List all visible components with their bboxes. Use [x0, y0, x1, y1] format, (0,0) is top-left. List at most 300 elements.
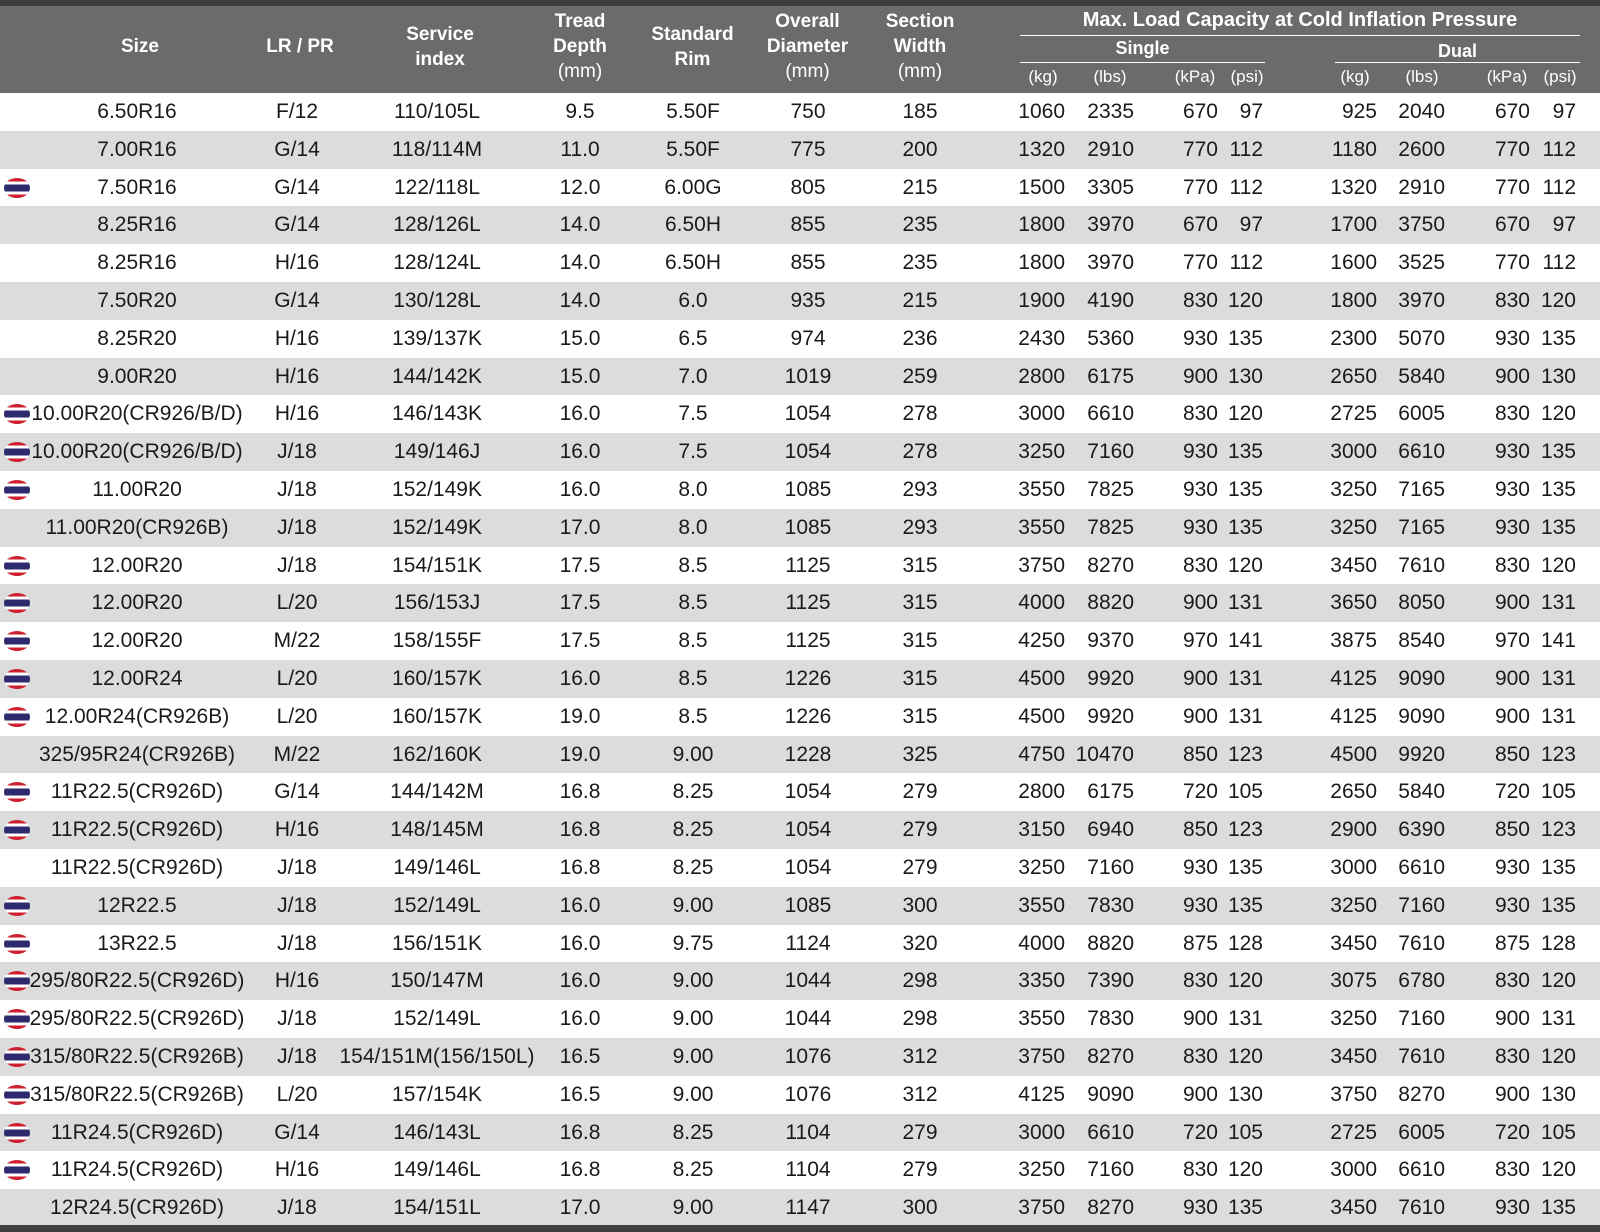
cell-dual-kg: 3075	[1330, 969, 1377, 993]
header-service-index	[385, 22, 495, 72]
thailand-flag-icon	[4, 1009, 30, 1029]
cell-single-lbs: 3970	[1087, 251, 1134, 275]
cell-dual-kg: 3250	[1330, 477, 1377, 501]
cell-service-index: 152/149L	[393, 1007, 481, 1031]
header-tread-depth-line2: Depth	[553, 36, 607, 57]
cell-dual-kg: 4500	[1330, 742, 1377, 766]
cell-size: 295/80R22.5(CR926D)	[29, 1007, 245, 1031]
cell-dual-kpa: 930	[1494, 477, 1530, 501]
cell-standard-rim: 8.5	[678, 591, 708, 615]
cell-dual-kpa: 900	[1494, 591, 1530, 615]
cell-dual-kpa: 930	[1494, 515, 1530, 539]
cell-single-kg: 3250	[1018, 440, 1065, 464]
cell-standard-rim: 9.00	[672, 742, 714, 766]
cell-standard-rim: 9.00	[672, 1196, 714, 1220]
table-row	[0, 925, 1600, 963]
cell-single-kg: 1500	[1018, 175, 1065, 199]
cell-tread-depth: 17.0	[559, 1196, 601, 1220]
cell-single-kpa: 830	[1182, 969, 1218, 993]
cell-section-width: 235	[902, 251, 938, 275]
cell-section-width: 259	[902, 364, 938, 388]
cell-single-kpa: 850	[1182, 818, 1218, 842]
cell-service-index: 128/126L	[393, 213, 481, 237]
cell-overall-diameter: 1085	[784, 477, 832, 501]
thailand-flag-icon	[4, 480, 30, 500]
table-row	[0, 1076, 1600, 1114]
cell-single-kpa: 900	[1182, 666, 1218, 690]
cell-overall-diameter: 1054	[784, 780, 832, 804]
cell-single-kg: 3550	[1018, 515, 1065, 539]
cell-tread-depth: 14.0	[559, 288, 601, 312]
cell-dual-kg: 3250	[1330, 1007, 1377, 1031]
cell-size: 7.50R16	[97, 175, 177, 199]
cell-dual-kpa: 720	[1494, 780, 1530, 804]
cell-dual-psi: 131	[1540, 1007, 1576, 1031]
cell-single-psi: 112	[1229, 137, 1263, 161]
thailand-flag-icon	[4, 1047, 30, 1067]
cell-dual-lbs: 5070	[1398, 326, 1445, 350]
cell-lr-pr: G/14	[274, 1120, 320, 1144]
cell-service-index: 149/146L	[393, 855, 481, 879]
cell-service-index: 110/105L	[393, 100, 481, 123]
cell-dual-lbs: 2600	[1398, 137, 1445, 161]
header-section-width-unit: (mm)	[897, 61, 943, 82]
cell-service-index: 152/149L	[393, 893, 481, 917]
cell-standard-rim: 5.50F	[666, 137, 720, 161]
header-overall-diameter-unit: (mm)	[785, 61, 830, 82]
cell-overall-diameter: 750	[790, 100, 826, 123]
cell-single-kpa: 900	[1182, 591, 1218, 615]
cell-tread-depth: 15.0	[559, 326, 601, 350]
cell-tread-depth: 16.5	[559, 1044, 601, 1068]
table-row	[0, 584, 1600, 622]
thailand-flag-icon	[4, 782, 30, 802]
cell-overall-diameter: 855	[790, 251, 826, 275]
cell-single-kpa: 770	[1182, 137, 1218, 161]
cell-size: 10.00R20(CR926/B/D)	[31, 402, 243, 426]
cell-section-width: 293	[902, 515, 938, 539]
cell-dual-lbs: 7160	[1398, 1007, 1445, 1031]
cell-tread-depth: 16.8	[559, 1158, 601, 1182]
header-dual-lbs: (lbs)	[1405, 67, 1439, 86]
cell-single-psi: 130	[1227, 1082, 1263, 1106]
cell-dual-kpa: 970	[1494, 629, 1530, 653]
cell-section-width: 279	[902, 855, 938, 879]
cell-section-width: 325	[902, 742, 938, 766]
cell-single-kpa: 930	[1182, 1196, 1218, 1220]
cell-single-psi: 105	[1227, 1120, 1263, 1144]
cell-tread-depth: 15.0	[559, 364, 601, 388]
cell-tread-depth: 17.5	[559, 591, 601, 615]
cell-tread-depth: 16.8	[559, 855, 601, 879]
cell-dual-kg: 3450	[1330, 1044, 1377, 1068]
header-single-kpa: (kPa)	[1174, 67, 1216, 86]
cell-section-width: 185	[902, 100, 938, 123]
cell-size: 12R22.5	[97, 893, 177, 917]
cell-overall-diameter: 1228	[784, 742, 832, 766]
cell-single-psi: 135	[1227, 893, 1263, 917]
cell-dual-kg: 3450	[1330, 1196, 1377, 1220]
cell-size: 11.00R20(CR926B)	[45, 515, 229, 539]
table-row	[0, 358, 1600, 396]
cell-dual-psi: 105	[1540, 1120, 1576, 1144]
cell-single-lbs: 8270	[1087, 1196, 1134, 1220]
cell-single-lbs: 2910	[1087, 137, 1134, 161]
cell-dual-kg: 2900	[1330, 818, 1377, 842]
cell-single-kpa: 970	[1182, 629, 1218, 653]
cell-dual-kg: 1180	[1331, 137, 1377, 161]
cell-dual-psi: 131	[1540, 666, 1576, 690]
cell-single-psi: 128	[1227, 931, 1263, 955]
table-row	[0, 169, 1600, 207]
header-section-width	[870, 9, 970, 84]
cell-overall-diameter: 1054	[784, 818, 832, 842]
header-overall-diameter-line1: Overall	[775, 11, 840, 32]
cell-single-kg: 3550	[1018, 477, 1065, 501]
cell-tread-depth: 16.0	[559, 440, 601, 464]
cell-service-index: 122/118L	[393, 175, 481, 199]
header-overall-diameter-line2: Diameter	[766, 36, 849, 57]
cell-single-psi: 141	[1227, 629, 1263, 653]
cell-section-width: 298	[902, 1007, 938, 1031]
cell-dual-lbs: 6005	[1398, 1120, 1445, 1144]
table-row	[0, 1114, 1600, 1152]
cell-tread-depth: 17.5	[559, 629, 601, 653]
cell-dual-kpa: 900	[1494, 666, 1530, 690]
cell-service-index: 154/151K	[392, 553, 482, 577]
cell-single-kpa: 930	[1182, 440, 1218, 464]
cell-dual-lbs: 7610	[1398, 553, 1445, 577]
cell-tread-depth: 16.0	[559, 402, 601, 426]
cell-service-index: 160/157K	[392, 666, 482, 690]
cell-overall-diameter: 1104	[785, 1120, 831, 1144]
header-single: Single	[1115, 38, 1170, 58]
cell-dual-kpa: 830	[1494, 969, 1530, 993]
cell-section-width: 200	[902, 137, 938, 161]
cell-overall-diameter: 1104	[785, 1158, 831, 1182]
cell-single-psi: 131	[1227, 591, 1263, 615]
thailand-flag-icon	[4, 442, 30, 462]
cell-single-kg: 3550	[1018, 893, 1065, 917]
cell-lr-pr: H/16	[274, 818, 320, 842]
cell-single-kpa: 900	[1182, 1082, 1218, 1106]
cell-standard-rim: 7.5	[678, 440, 708, 464]
cell-dual-lbs: 9090	[1398, 704, 1445, 728]
header-tread-depth-unit: (mm)	[557, 61, 603, 82]
table-row	[0, 471, 1600, 509]
cell-dual-lbs: 3750	[1398, 213, 1445, 237]
cell-dual-lbs: 7610	[1398, 931, 1445, 955]
cell-section-width: 315	[902, 629, 938, 653]
cell-single-kpa: 770	[1182, 175, 1218, 199]
cell-dual-kg: 2650	[1330, 364, 1377, 388]
header-single-lbs: (lbs)	[1093, 67, 1127, 86]
cell-dual-kpa: 830	[1494, 402, 1530, 426]
cell-single-kg: 3250	[1018, 855, 1065, 879]
cell-single-psi: 120	[1227, 288, 1263, 312]
cell-section-width: 300	[902, 1196, 938, 1220]
cell-single-kg: 4500	[1018, 704, 1065, 728]
cell-single-kg: 3150	[1018, 818, 1065, 842]
cell-section-width: 293	[902, 477, 938, 501]
cell-overall-diameter: 1054	[784, 440, 832, 464]
cell-single-kg: 3350	[1018, 969, 1065, 993]
cell-overall-diameter: 1076	[784, 1044, 832, 1068]
cell-overall-diameter: 1044	[784, 969, 832, 993]
thailand-flag-icon	[4, 593, 30, 613]
cell-dual-lbs: 7165	[1398, 515, 1445, 539]
cell-single-kg: 1060	[1018, 100, 1065, 123]
cell-size: 12.00R24(CR926B)	[44, 704, 230, 728]
cell-service-index: 139/137K	[392, 326, 482, 350]
cell-size: 315/80R22.5(CR926B)	[30, 1082, 244, 1106]
cell-standard-rim: 9.00	[672, 1082, 714, 1106]
thailand-flag-icon	[4, 178, 30, 198]
cell-lr-pr: J/18	[277, 931, 317, 955]
cell-single-kpa: 830	[1182, 553, 1218, 577]
cell-dual-lbs: 7610	[1398, 1044, 1445, 1068]
cell-dual-kpa: 900	[1494, 704, 1530, 728]
cell-size: 8.25R16	[97, 213, 177, 237]
cell-single-kpa: 670	[1182, 100, 1218, 123]
cell-single-kpa: 900	[1182, 1007, 1218, 1031]
cell-service-index: 148/145M	[390, 818, 484, 842]
cell-size: 11R24.5(CR926D)	[50, 1158, 224, 1182]
cell-service-index: 128/124L	[393, 251, 481, 275]
cell-lr-pr: J/18	[277, 893, 317, 917]
table-row	[0, 320, 1600, 358]
cell-dual-kpa: 850	[1494, 818, 1530, 842]
cell-service-index: 162/160K	[392, 742, 482, 766]
cell-dual-psi: 120	[1540, 1158, 1576, 1182]
cell-size: 12.00R20	[91, 629, 183, 653]
cell-dual-lbs: 2910	[1398, 175, 1445, 199]
cell-dual-kpa: 830	[1494, 288, 1530, 312]
cell-standard-rim: 8.5	[678, 553, 708, 577]
table-header	[0, 6, 1600, 93]
cell-single-psi: 120	[1227, 402, 1263, 426]
cell-dual-psi: 120	[1540, 553, 1576, 577]
header-divider-dual	[1335, 62, 1580, 63]
thailand-flag-icon	[4, 1123, 30, 1143]
cell-single-lbs: 8820	[1087, 591, 1134, 615]
cell-lr-pr: L/20	[276, 666, 318, 690]
cell-dual-kpa: 930	[1494, 855, 1530, 879]
thailand-flag-icon	[4, 556, 30, 576]
cell-lr-pr: L/20	[276, 1082, 318, 1106]
cell-tread-depth: 16.5	[559, 1082, 601, 1106]
cell-dual-lbs: 9920	[1398, 742, 1445, 766]
cell-dual-kpa: 830	[1494, 553, 1530, 577]
cell-overall-diameter: 1125	[785, 591, 831, 615]
cell-dual-kpa: 930	[1494, 326, 1530, 350]
thailand-flag-icon	[4, 1085, 30, 1105]
cell-dual-kpa: 670	[1494, 100, 1530, 123]
cell-single-kpa: 770	[1182, 251, 1218, 275]
table-row	[0, 244, 1600, 282]
cell-dual-lbs: 9090	[1398, 666, 1445, 690]
cell-dual-kpa: 930	[1494, 893, 1530, 917]
cell-standard-rim: 6.0	[678, 288, 708, 312]
cell-service-index: 149/146L	[393, 1158, 481, 1182]
cell-dual-kpa: 930	[1494, 1196, 1530, 1220]
cell-dual-kg: 2725	[1330, 402, 1377, 426]
cell-lr-pr: J/18	[277, 855, 317, 879]
cell-single-kg: 4125	[1018, 1082, 1065, 1106]
cell-single-lbs: 9920	[1087, 666, 1134, 690]
cell-section-width: 315	[902, 591, 938, 615]
cell-lr-pr: H/16	[274, 402, 320, 426]
cell-dual-lbs: 6610	[1398, 440, 1445, 464]
cell-section-width: 235	[902, 213, 938, 237]
cell-single-lbs: 7390	[1087, 969, 1134, 993]
cell-dual-lbs: 3525	[1398, 251, 1445, 275]
thailand-flag-icon	[4, 404, 30, 424]
thailand-flag-icon	[4, 896, 30, 916]
cell-dual-kpa: 830	[1494, 1044, 1530, 1068]
cell-single-lbs: 8270	[1087, 553, 1134, 577]
cell-overall-diameter: 1085	[784, 515, 832, 539]
cell-section-width: 298	[902, 969, 938, 993]
cell-dual-kg: 4125	[1330, 704, 1377, 728]
cell-single-psi: 120	[1227, 1044, 1263, 1068]
cell-dual-kg: 3000	[1330, 440, 1377, 464]
cell-service-index: 149/146J	[393, 440, 481, 464]
cell-single-kg: 3750	[1018, 1196, 1065, 1220]
cell-overall-diameter: 1125	[785, 553, 831, 577]
cell-lr-pr: F/12	[275, 100, 319, 123]
header-lr-pr: LR / PR	[266, 36, 334, 57]
cell-service-index: 118/114M	[391, 137, 483, 161]
table-body	[0, 93, 1600, 1227]
cell-dual-kg: 3000	[1330, 1158, 1377, 1182]
cell-single-lbs: 7830	[1087, 1007, 1134, 1031]
cell-single-kg: 1320	[1018, 137, 1065, 161]
cell-size: 11R22.5(CR926D)	[50, 855, 224, 879]
cell-single-psi: 123	[1227, 742, 1263, 766]
cell-dual-psi: 135	[1540, 1196, 1576, 1220]
cell-size: 7.50R20	[97, 288, 177, 312]
cell-size: 12.00R24	[91, 666, 183, 690]
cell-single-kpa: 900	[1182, 364, 1218, 388]
cell-lr-pr: H/16	[274, 1158, 320, 1182]
cell-single-psi: 105	[1227, 780, 1263, 804]
cell-single-psi: 131	[1227, 666, 1263, 690]
cell-dual-kpa: 770	[1494, 175, 1530, 199]
table-row	[0, 698, 1600, 736]
cell-dual-psi: 105	[1540, 780, 1576, 804]
cell-single-kpa: 830	[1182, 402, 1218, 426]
cell-service-index: 154/151L	[393, 1196, 481, 1220]
table-row	[0, 849, 1600, 887]
cell-single-lbs: 6940	[1087, 818, 1134, 842]
cell-overall-diameter: 1226	[784, 666, 832, 690]
cell-dual-kg: 2300	[1330, 326, 1377, 350]
table-row	[0, 1038, 1600, 1076]
table-row	[0, 962, 1600, 1000]
cell-dual-lbs: 6390	[1398, 818, 1445, 842]
cell-overall-diameter: 1019	[784, 364, 832, 388]
cell-section-width: 312	[902, 1082, 938, 1106]
cell-section-width: 320	[902, 931, 938, 955]
cell-service-index: 144/142K	[392, 364, 482, 388]
table-row	[0, 622, 1600, 660]
header-tread-depth	[535, 9, 625, 84]
cell-single-kg: 3000	[1018, 1120, 1065, 1144]
table-row	[0, 395, 1600, 433]
cell-dual-lbs: 6610	[1398, 1158, 1445, 1182]
cell-single-lbs: 2335	[1087, 100, 1134, 123]
header-tread-depth-line1: Tread	[554, 11, 606, 32]
cell-single-kpa: 930	[1182, 893, 1218, 917]
cell-section-width: 279	[902, 1158, 938, 1182]
cell-dual-kg: 3250	[1330, 515, 1377, 539]
table-row	[0, 1000, 1600, 1038]
header-single-kg: (kg)	[1028, 67, 1058, 86]
cell-single-kpa: 930	[1182, 515, 1218, 539]
cell-size: 8.25R20	[97, 326, 177, 350]
cell-dual-psi: 130	[1540, 364, 1576, 388]
cell-size: 11R24.5(CR926D)	[50, 1120, 224, 1144]
cell-single-kpa: 850	[1182, 742, 1218, 766]
cell-dual-psi: 135	[1540, 326, 1576, 350]
cell-dual-psi: 112	[1542, 175, 1576, 199]
cell-dual-lbs: 6005	[1398, 402, 1445, 426]
cell-standard-rim: 9.00	[672, 969, 714, 993]
cell-standard-rim: 8.25	[672, 855, 714, 879]
cell-overall-diameter: 935	[790, 288, 826, 312]
cell-single-lbs: 6610	[1087, 1120, 1134, 1144]
cell-single-psi: 135	[1227, 855, 1263, 879]
header-dual: Dual	[1437, 41, 1477, 61]
cell-single-psi: 135	[1227, 440, 1263, 464]
cell-dual-kpa: 900	[1494, 1082, 1530, 1106]
cell-standard-rim: 8.5	[678, 704, 708, 728]
cell-single-psi: 135	[1227, 1196, 1263, 1220]
cell-lr-pr: G/14	[274, 780, 320, 804]
cell-lr-pr: J/18	[277, 515, 317, 539]
header-section-width-line1: Section	[885, 11, 955, 32]
cell-single-psi: 112	[1229, 175, 1263, 199]
cell-tread-depth: 16.0	[559, 893, 601, 917]
cell-dual-psi: 135	[1540, 855, 1576, 879]
cell-overall-diameter: 1147	[785, 1196, 831, 1220]
table-row	[0, 1151, 1600, 1189]
cell-standard-rim: 9.00	[672, 893, 714, 917]
cell-section-width: 236	[902, 326, 938, 350]
cell-service-index: 152/149K	[392, 477, 482, 501]
cell-overall-diameter: 1226	[784, 704, 832, 728]
cell-lr-pr: J/18	[277, 477, 317, 501]
header-overall-diameter	[755, 9, 860, 84]
cell-single-psi: 120	[1227, 553, 1263, 577]
cell-single-lbs: 6610	[1087, 402, 1134, 426]
cell-lr-pr: J/18	[277, 440, 317, 464]
cell-single-kg: 4750	[1018, 742, 1065, 766]
cell-size: 12.00R20	[91, 553, 183, 577]
cell-dual-kpa: 930	[1494, 440, 1530, 464]
cell-lr-pr: G/14	[274, 288, 320, 312]
cell-single-psi: 123	[1227, 818, 1263, 842]
cell-size: 11.00R20	[92, 477, 182, 501]
header-dual-kpa: (kPa)	[1486, 67, 1528, 86]
cell-overall-diameter: 775	[790, 137, 826, 161]
cell-single-kg: 3550	[1018, 1007, 1065, 1031]
cell-single-psi: 135	[1227, 326, 1263, 350]
cell-single-psi: 112	[1229, 251, 1263, 275]
cell-section-width: 300	[902, 893, 938, 917]
cell-overall-diameter: 974	[790, 326, 826, 350]
